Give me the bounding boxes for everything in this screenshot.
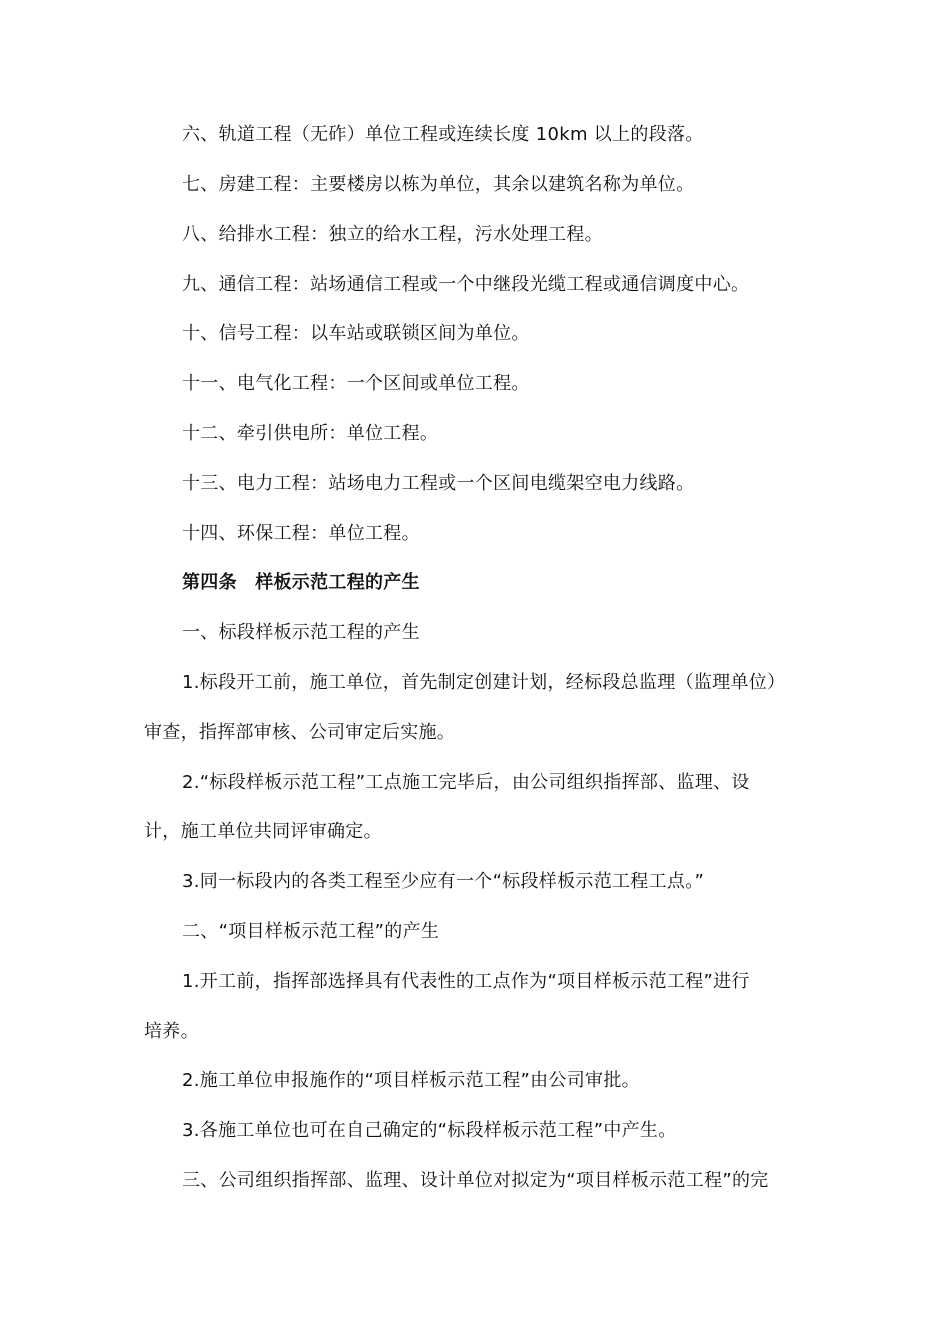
paragraph-signal-engineering: 十、信号工程：以车站或联锁区间为单位。 xyxy=(182,323,530,344)
paragraph-electrification-engineering: 十一、电气化工程：一个区间或单位工程。 xyxy=(182,373,530,394)
paragraph-communication-engineering: 九、通信工程：站场通信工程或一个中继段光缆工程或通信调度中心。 xyxy=(182,274,750,295)
subheading-section-sample: 一、标段样板示范工程的产生 xyxy=(182,622,420,643)
paragraph-water-engineering: 八、给排水工程：独立的给水工程，污水处理工程。 xyxy=(182,224,603,245)
paragraph-project-item-1-line-2: 培养。 xyxy=(144,1021,199,1042)
paragraph-environmental-engineering: 十四、环保工程：单位工程。 xyxy=(182,523,420,544)
paragraph-project-item-1-line-1: 1.开工前，指挥部选择具有代表性的工点作为“项目样板示范工程”进行 xyxy=(182,971,750,992)
paragraph-track-engineering: 六、轨道工程（无砟）单位工程或连续长度 10km 以上的段落。 xyxy=(182,124,704,145)
paragraph-power-engineering: 十三、电力工程：站场电力工程或一个区间电缆架空电力线路。 xyxy=(182,473,695,494)
subheading-project-sample: 二、“项目样板示范工程”的产生 xyxy=(182,921,440,942)
paragraph-project-item-3: 3.各施工单位也可在自己确定的“标段样板示范工程”中产生。 xyxy=(182,1120,677,1141)
paragraph-section-item-1-line-1: 1.标段开工前，施工单位，首先制定创建计划，经标段总监理（监理单位） xyxy=(182,672,786,693)
paragraph-section-item-1-line-2: 审查，指挥部审核、公司审定后实施。 xyxy=(144,722,456,743)
subheading-company-review: 三、公司组织指挥部、监理、设计单位对拟定为“项目样板示范工程”的完 xyxy=(182,1170,769,1191)
paragraph-project-item-2: 2.施工单位申报施作的“项目样板示范工程”由公司审批。 xyxy=(182,1070,640,1091)
paragraph-section-item-3: 3.同一标段内的各类工程至少应有一个“标段样板示范工程工点。” xyxy=(182,871,705,892)
section-heading-article-four: 第四条 样板示范工程的产生 xyxy=(182,572,420,593)
paragraph-building-engineering: 七、房建工程：主要楼房以栋为单位，其余以建筑名称为单位。 xyxy=(182,174,695,195)
paragraph-traction-substation: 十二、牵引供电所：单位工程。 xyxy=(182,423,439,444)
paragraph-section-item-2-line-2: 计，施工单位共同评审确定。 xyxy=(144,821,382,842)
paragraph-section-item-2-line-1: 2.“标段样板示范工程”工点施工完毕后，由公司组织指挥部、监理、设 xyxy=(182,772,750,793)
